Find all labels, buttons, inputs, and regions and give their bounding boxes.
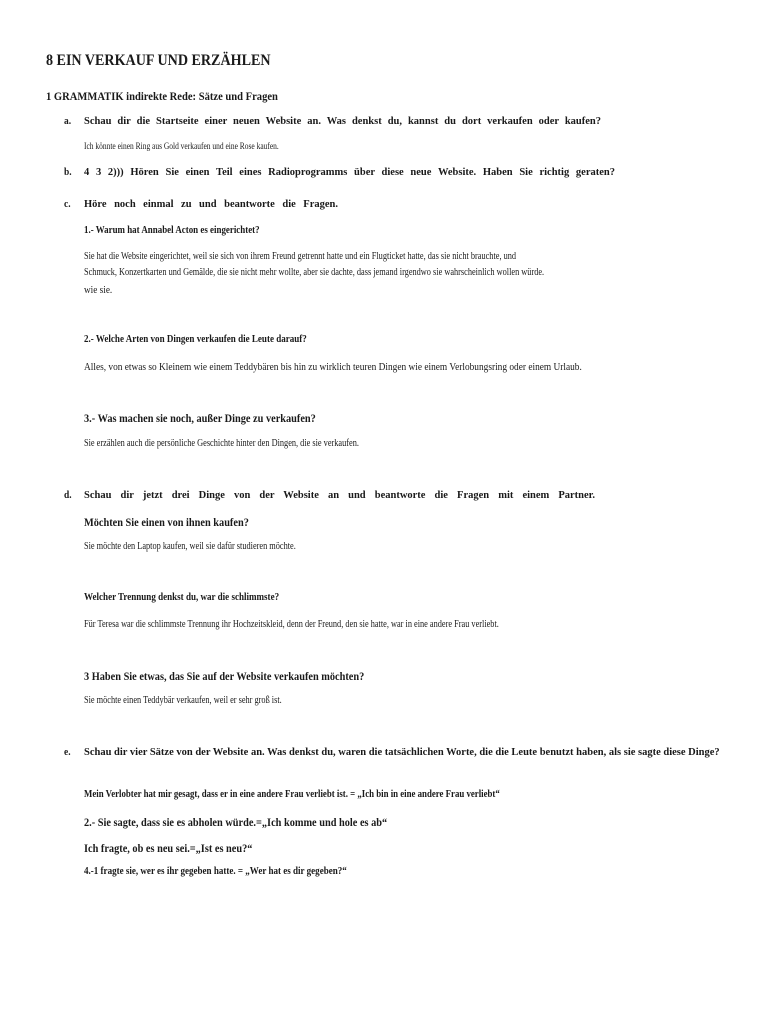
item-b-marker: b. (64, 167, 72, 178)
item-d-text: Schau dir jetzt drei Dinge von der Website an und beantworte die Fragen mit einem Partner. (84, 490, 595, 501)
item-a-text: Schau dir die Startseite einer neuen Website an. Was denkst du, kannst du dort verkaufen oder kaufen? (84, 116, 601, 127)
item-e-marker: e. (64, 747, 71, 758)
item-c-question-3: 3.- Was machen sie noch, außer Dinge zu verkaufen? (84, 411, 316, 425)
item-d-question-2: Welcher Trennung denkst du, war die schlimmste? (84, 592, 280, 603)
item-a-marker: a. (64, 116, 72, 127)
item-c-answer-2: Alles, von etwas so Kleinem wie einem Teddybären bis hin zu wirklich teuren Dingen wie einem Verlobungsring oder einem Urlaub. (84, 361, 582, 373)
item-a-answer: Ich könnte einen Ring aus Gold verkaufen und eine Rose kaufen. (84, 141, 279, 151)
item-e-sentence-3: Ich fragte, ob es neu sei.=„Ist es neu?“ (84, 841, 253, 855)
item-c-question-1: 1.- Warum hat Annabel Acton es eingerichtet? (84, 225, 260, 236)
item-c-answer-1-line-3: wie sie. (84, 285, 113, 296)
item-e-sentence-4: 4.-1 fragte sie, wer es ihr gegeben hatte. = „Wer hat es dir gegeben?“ (84, 866, 347, 877)
item-c-question-2: 2.- Welche Arten von Dingen verkaufen die Leute darauf? (84, 334, 307, 345)
item-d-question-1: Möchten Sie einen von ihnen kaufen? (84, 515, 249, 529)
item-e-text: Schau dir vier Sätze von der Website an. Was denkst du, waren die tatsächlichen Worte, die die Leute benutzt haben, als sie sagte diese Dinge? (84, 747, 720, 758)
item-c-answer-3: Sie erzählen auch die persönliche Geschichte hinter den Dingen, die sie verkaufen. (84, 438, 359, 449)
item-d-answer-2: Für Teresa war die schlimmste Trennung ihr Hochzeitskleid, denn der Freund, den sie hatte, war in eine andere Frau verliebt. (84, 619, 499, 630)
item-c-text: Höre noch einmal zu und beantworte die Fragen. (84, 199, 338, 210)
item-c-answer-1-line-1: Sie hat die Website eingerichtet, weil sie sich von ihrem Freund getrennt hatte und ein Flugticket hatte, das sie nicht brauchte, und (84, 251, 517, 262)
item-e-sentence-1: Mein Verlobter hat mir gesagt, dass er in eine andere Frau verliebt ist. = „Ich bin in eine andere Frau verliebt“ (84, 789, 500, 800)
section-title: 1 GRAMMATIK indirekte Rede: Sätze und Fragen (46, 89, 278, 103)
document-title: 8 EIN VERKAUF UND ERZÄHLEN (46, 52, 271, 69)
item-c-marker: c. (64, 199, 71, 210)
item-d-answer-3: Sie möchte einen Teddybär verkaufen, weil er sehr groß ist. (84, 695, 282, 706)
item-e-sentence-2: 2.- Sie sagte, dass sie es abholen würde.=„Ich komme und hole es ab“ (84, 815, 388, 829)
item-d-answer-1: Sie möchte den Laptop kaufen, weil sie dafür studieren möchte. (84, 541, 296, 552)
item-d-marker: d. (64, 490, 72, 501)
item-d-question-3: 3 Haben Sie etwas, das Sie auf der Website verkaufen möchten? (84, 669, 365, 683)
item-c-answer-1-line-2: Schmuck, Konzertkarten und Gemälde, die sie nicht mehr wollte, aber sie dachte, dass jemand irgendwo sie wahrscheinlich wollen würde. (84, 267, 545, 278)
item-b-text: 4 3 2))) Hören Sie einen Teil eines Radioprogramms über diese neue Website. Haben Sie richtig geraten? (84, 167, 615, 178)
